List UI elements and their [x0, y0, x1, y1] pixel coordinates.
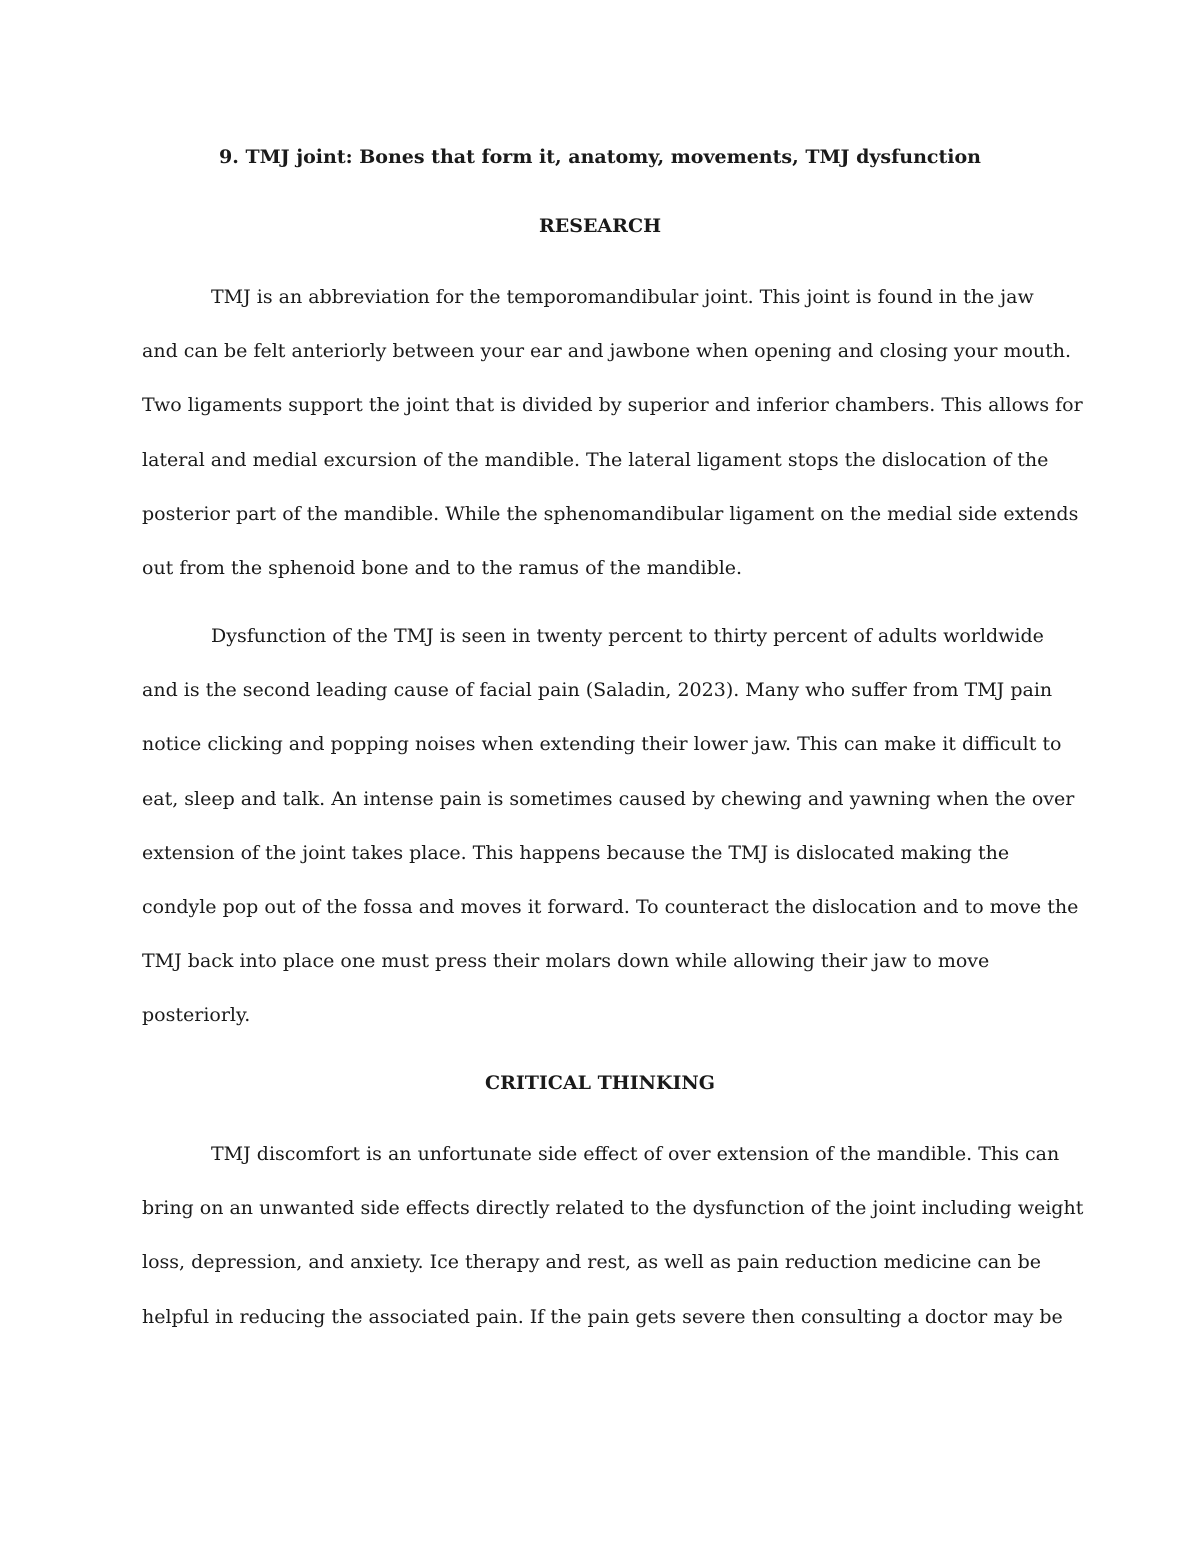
section-heading-research: RESEARCH [538, 215, 662, 237]
text-line: TMJ is an abbreviation for the temporomandibular joint. This joint is found in the jaw [211, 286, 1034, 308]
text-line: Two ligaments support the joint that is divided by superior and inferior chambers. This allows for [142, 394, 1083, 417]
text-line: notice clicking and popping noises when extending their lower jaw. This can make it difficult to [142, 733, 1062, 756]
text-line: eat, sleep and talk. An intense pain is sometimes caused by chewing and yawning when the over [142, 787, 1075, 810]
text-line: condyle pop out of the fossa and moves it forward. To counteract the dislocation and to move the [142, 896, 1079, 919]
critical-thinking-paragraph-1 [142, 1127, 1084, 1344]
text-line: and can be felt anteriorly between your ear and jawbone when opening and closing your mouth. [142, 340, 1072, 363]
text-line: TMJ back into place one must press their molars down while allowing their jaw to move [142, 950, 990, 973]
text-line: posterior part of the mandible. While the sphenomandibular ligament on the medial side extends [142, 502, 1079, 525]
research-paragraph-2 [142, 609, 1079, 1043]
text-line: posteriorly. [142, 1004, 251, 1027]
text-line: extension of the joint takes place. This happens because the TMJ is dislocated making the [142, 841, 1010, 864]
text-line: lateral and medial excursion of the mandible. The lateral ligament stops the dislocation of the [142, 448, 1049, 471]
text-line: bring on an unwanted side effects directly related to the dysfunction of the joint including weight [142, 1197, 1084, 1220]
research-paragraph-1 [142, 270, 1083, 595]
document-title: 9. TMJ joint: Bones that form it, anatomy, movements, TMJ dysfunction [219, 146, 981, 168]
section-heading-critical-thinking: CRITICAL THINKING [484, 1072, 715, 1094]
text-line: TMJ discomfort is an unfortunate side effect of over extension of the mandible. This can [211, 1143, 1060, 1165]
text-line: loss, depression, and anxiety. Ice therapy and rest, as well as pain reduction medicine can be [142, 1251, 1042, 1274]
text-line: and is the second leading cause of facial pain (Saladin, 2023). Many who suffer from TMJ pain [142, 679, 1053, 702]
text-line: out from the sphenoid bone and to the ramus of the mandible. [142, 557, 743, 580]
text-line: Dysfunction of the TMJ is seen in twenty percent to thirty percent of adults worldwide [211, 625, 1044, 647]
text-line: helpful in reducing the associated pain. If the pain gets severe then consulting a doctor may be [142, 1305, 1063, 1328]
